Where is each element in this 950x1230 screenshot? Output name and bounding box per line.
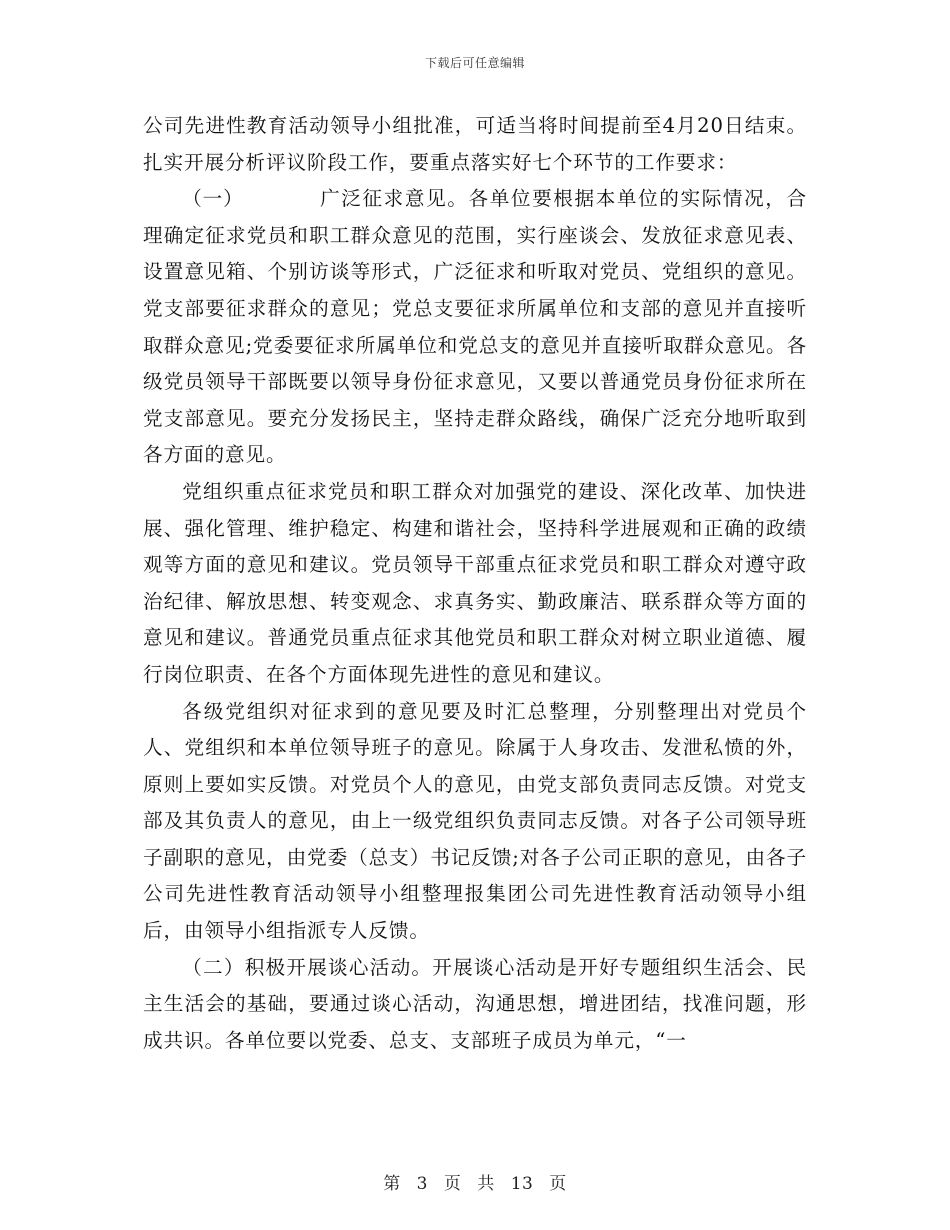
page-label-suffix: 页 [549,1174,567,1194]
current-page-number: 3 [416,1174,428,1194]
page-header-note: 下载后可任意编辑 [424,56,525,70]
page-label-mid-1: 页 [443,1174,462,1194]
item-one-text: 广泛征求意见。各单位要根据本单位的实际情况，合理确定征求党员和职工群众意见的范围，实行座谈会、发放征求意见表、设置意见箱、个别访谈等形式，广泛征求和听取对党员、党组织的意见。党支部要征求群众的意见；党总支要征求所属单位和支部的意见并直接听取群众意见;党委要征求所属单位和党总支的意见并直接听取群众意见。各级党员领导干部既要以领导身份征求意见，又要以普通党员身份征求所在党支部意见。要充分发扬民主，坚持走群众路线，确保广泛充分地听取到各方面的意见。 [143,187,807,467]
paragraph-item-one [143,181,807,474]
paragraph-feedback: 各级党组织对征求到的意见要及时汇总整理，分别整理出对党员个人、党组织和本单位领导班子的意见。除属于人身攻击、发泄私愤的外，原则上要如实反馈。对党员个人的意见，由党支部负责同志反馈。对党支部及其负责人的意见，由上一级党组织负责同志反馈。对各子公司领导班子副职的意见，由党委（总支）书记反馈;对各子公司正职的意见，由各子公司先进性教育活动领导小组整理报集团公司先进性教育活动领导小组后，由领导小组指派专人反馈。 [143,699,807,943]
paragraph-opinion-scope: 党组织重点征求党员和职工群众对加强党的建设、深化改革、加快进展、强化管理、维护稳定、构建和谐社会，坚持科学进展观和正确的政绩观等方面的意见和建议。党员领导干部重点征求党员和职工群众对遵守政治纪律、解放思想、转变观念、求真务实、勤政廉洁、联系群众等方面的意见和建议。普通党员重点征求其他党员和职工群众对树立职业道德、履行岗位职责、在各个方面体现先进性的意见和建议。 [143,479,807,686]
paragraph-continuation: 公司先进性教育活动领导小组批准，可适当将时间提前至4月20日结束。扎实开展分析评议阶段工作，要重点落实好七个环节的工作要求： [143,114,807,174]
item-one-heading: （一） [182,187,244,211]
page-footer [0,1169,950,1194]
paragraph-item-two: （二）积极开展谈心活动。开展谈心活动是开好专题组织生活会、民主生活会的基础，要通过谈心活动，沟通思想，增进团结，找准问题，形成共识。各单位要以党委、总支、支部班子成员为单元，“一 [143,955,807,1052]
total-pages-number: 13 [510,1174,534,1194]
document-body [143,108,807,1059]
page-label-prefix: 第 [383,1174,401,1194]
page-label-mid-2: 共 [477,1174,495,1194]
